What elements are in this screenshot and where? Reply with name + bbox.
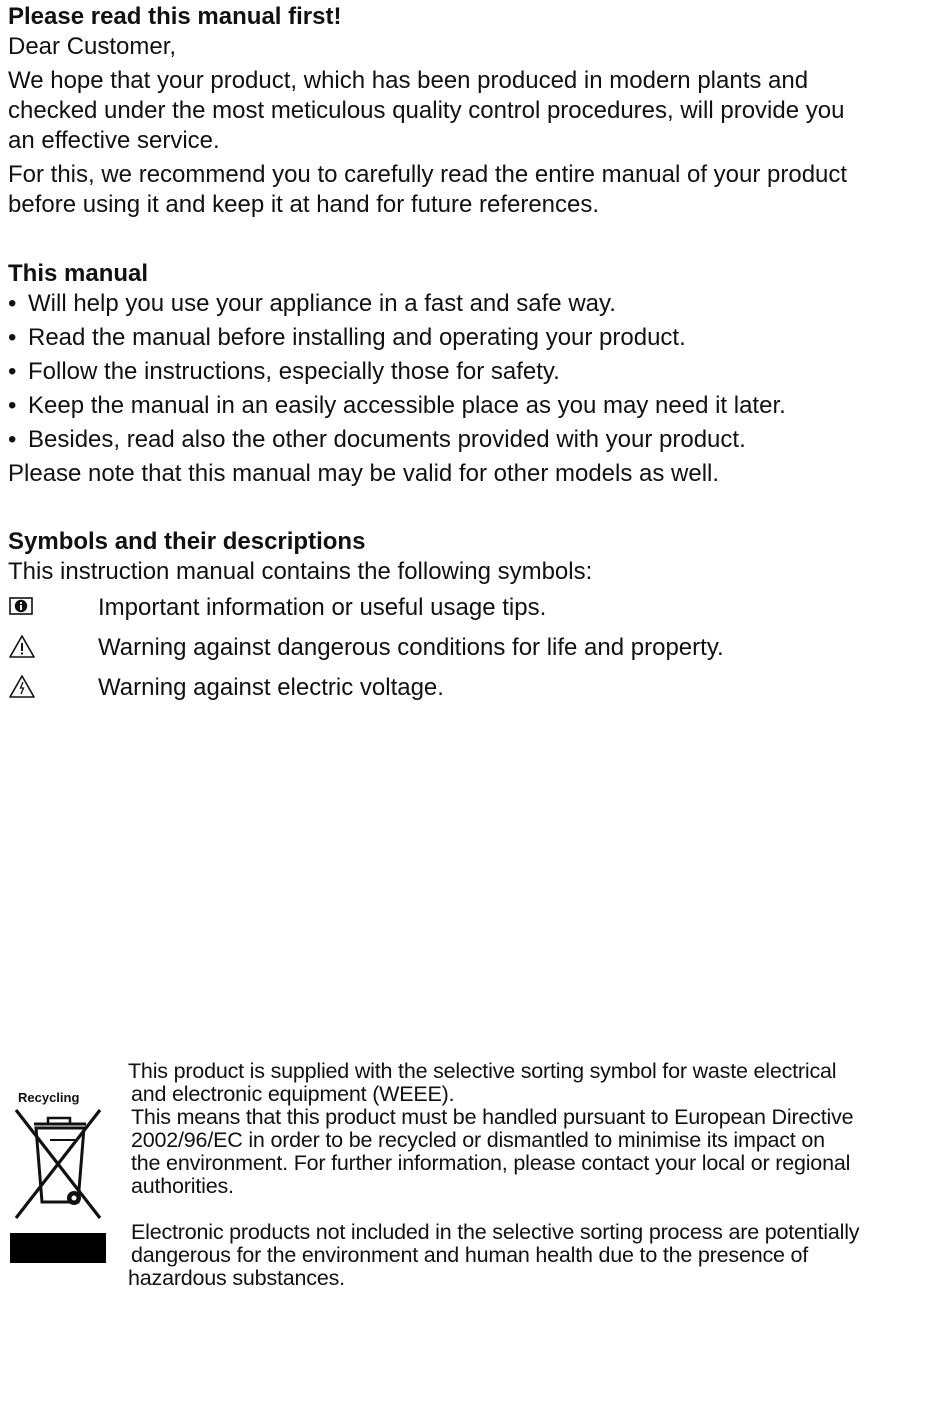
- bullet-text: Read the manual before installing and operating your product.: [28, 324, 686, 351]
- list-item: [8, 425, 786, 455]
- list-item: [8, 289, 786, 319]
- symbol-row: [8, 593, 908, 633]
- bullet-icon: •: [8, 290, 17, 317]
- symbol-row: [8, 633, 908, 673]
- weee-line: hazardous substances.: [128, 1266, 345, 1290]
- intro-line: an effective service.: [8, 127, 220, 154]
- weee-line: Electronic products not included in the selective sorting process are potentially: [131, 1220, 860, 1244]
- intro-paragraph-1: [8, 66, 847, 156]
- validity-note: Please note that this manual may be valid for other models as well.: [8, 460, 720, 487]
- warning-triangle-icon: [8, 633, 36, 661]
- bullet-text: Keep the manual in an easily accessible place as you may need it later.: [28, 392, 786, 419]
- symbols-list: [8, 593, 908, 713]
- symbol-description: Warning against dangerous conditions for life and property.: [98, 634, 724, 661]
- bullet-icon: •: [8, 358, 17, 385]
- crossed-bin-icon: [10, 1106, 106, 1224]
- greeting: Dear Customer,: [8, 33, 177, 60]
- list-item: [8, 357, 786, 387]
- symbols-intro: This instruction manual contains the following symbols:: [8, 558, 593, 585]
- bullet-text: Follow the instructions, especially those for safety.: [28, 358, 560, 385]
- intro-paragraph-2: [8, 160, 847, 220]
- weee-line: the environment. For further information, please contact your local or regional: [131, 1151, 851, 1175]
- intro-line: before using it and keep it at hand for future references.: [8, 191, 600, 218]
- intro-line: We hope that your product, which has been produced in modern plants and: [8, 67, 809, 94]
- bullet-icon: •: [8, 426, 17, 453]
- weee-line: dangerous for the environment and human health due to the presence of: [131, 1243, 809, 1267]
- recycling-label: Recycling: [18, 1090, 80, 1105]
- weee-line: This product is supplied with the selective sorting symbol for waste electrical: [128, 1059, 837, 1083]
- intro-line: For this, we recommend you to carefully read the entire manual of your product: [8, 161, 848, 188]
- intro-section: [8, 2, 847, 220]
- weee-line: 2002/96/EC in order to be recycled or dismantled to minimise its impact on: [131, 1128, 825, 1152]
- weee-line: and electronic equipment (WEEE).: [131, 1082, 455, 1106]
- weee-text-block: [128, 1060, 928, 1290]
- weee-black-bar: [10, 1233, 106, 1263]
- bullet-text: Besides, read also the other documents provided with your product.: [28, 426, 746, 453]
- electric-warning-icon: [8, 673, 36, 701]
- page-title: Please read this manual first!: [8, 3, 342, 30]
- bullet-text: Will help you use your appliance in a fast and safe way.: [28, 290, 616, 317]
- symbol-description: Important information or useful usage tips.: [98, 594, 547, 621]
- bullet-icon: •: [8, 324, 17, 351]
- symbols-section: [8, 527, 908, 713]
- bullet-icon: •: [8, 392, 17, 419]
- weee-section: [0, 1060, 950, 1300]
- symbol-description: Warning against electric voltage.: [98, 674, 444, 701]
- list-item: [8, 323, 786, 353]
- weee-line: This means that this product must be handled pursuant to European Directive: [131, 1105, 854, 1129]
- weee-line: authorities.: [131, 1174, 234, 1198]
- list-item: [8, 391, 786, 421]
- section-heading: This manual: [8, 260, 149, 287]
- bullet-list: [8, 289, 786, 455]
- symbol-row: [8, 673, 908, 713]
- info-icon: [8, 593, 36, 621]
- this-manual-section: [8, 259, 786, 489]
- section-heading: Symbols and their descriptions: [8, 528, 366, 555]
- intro-line: checked under the most meticulous quality control procedures, will provide you: [8, 97, 845, 124]
